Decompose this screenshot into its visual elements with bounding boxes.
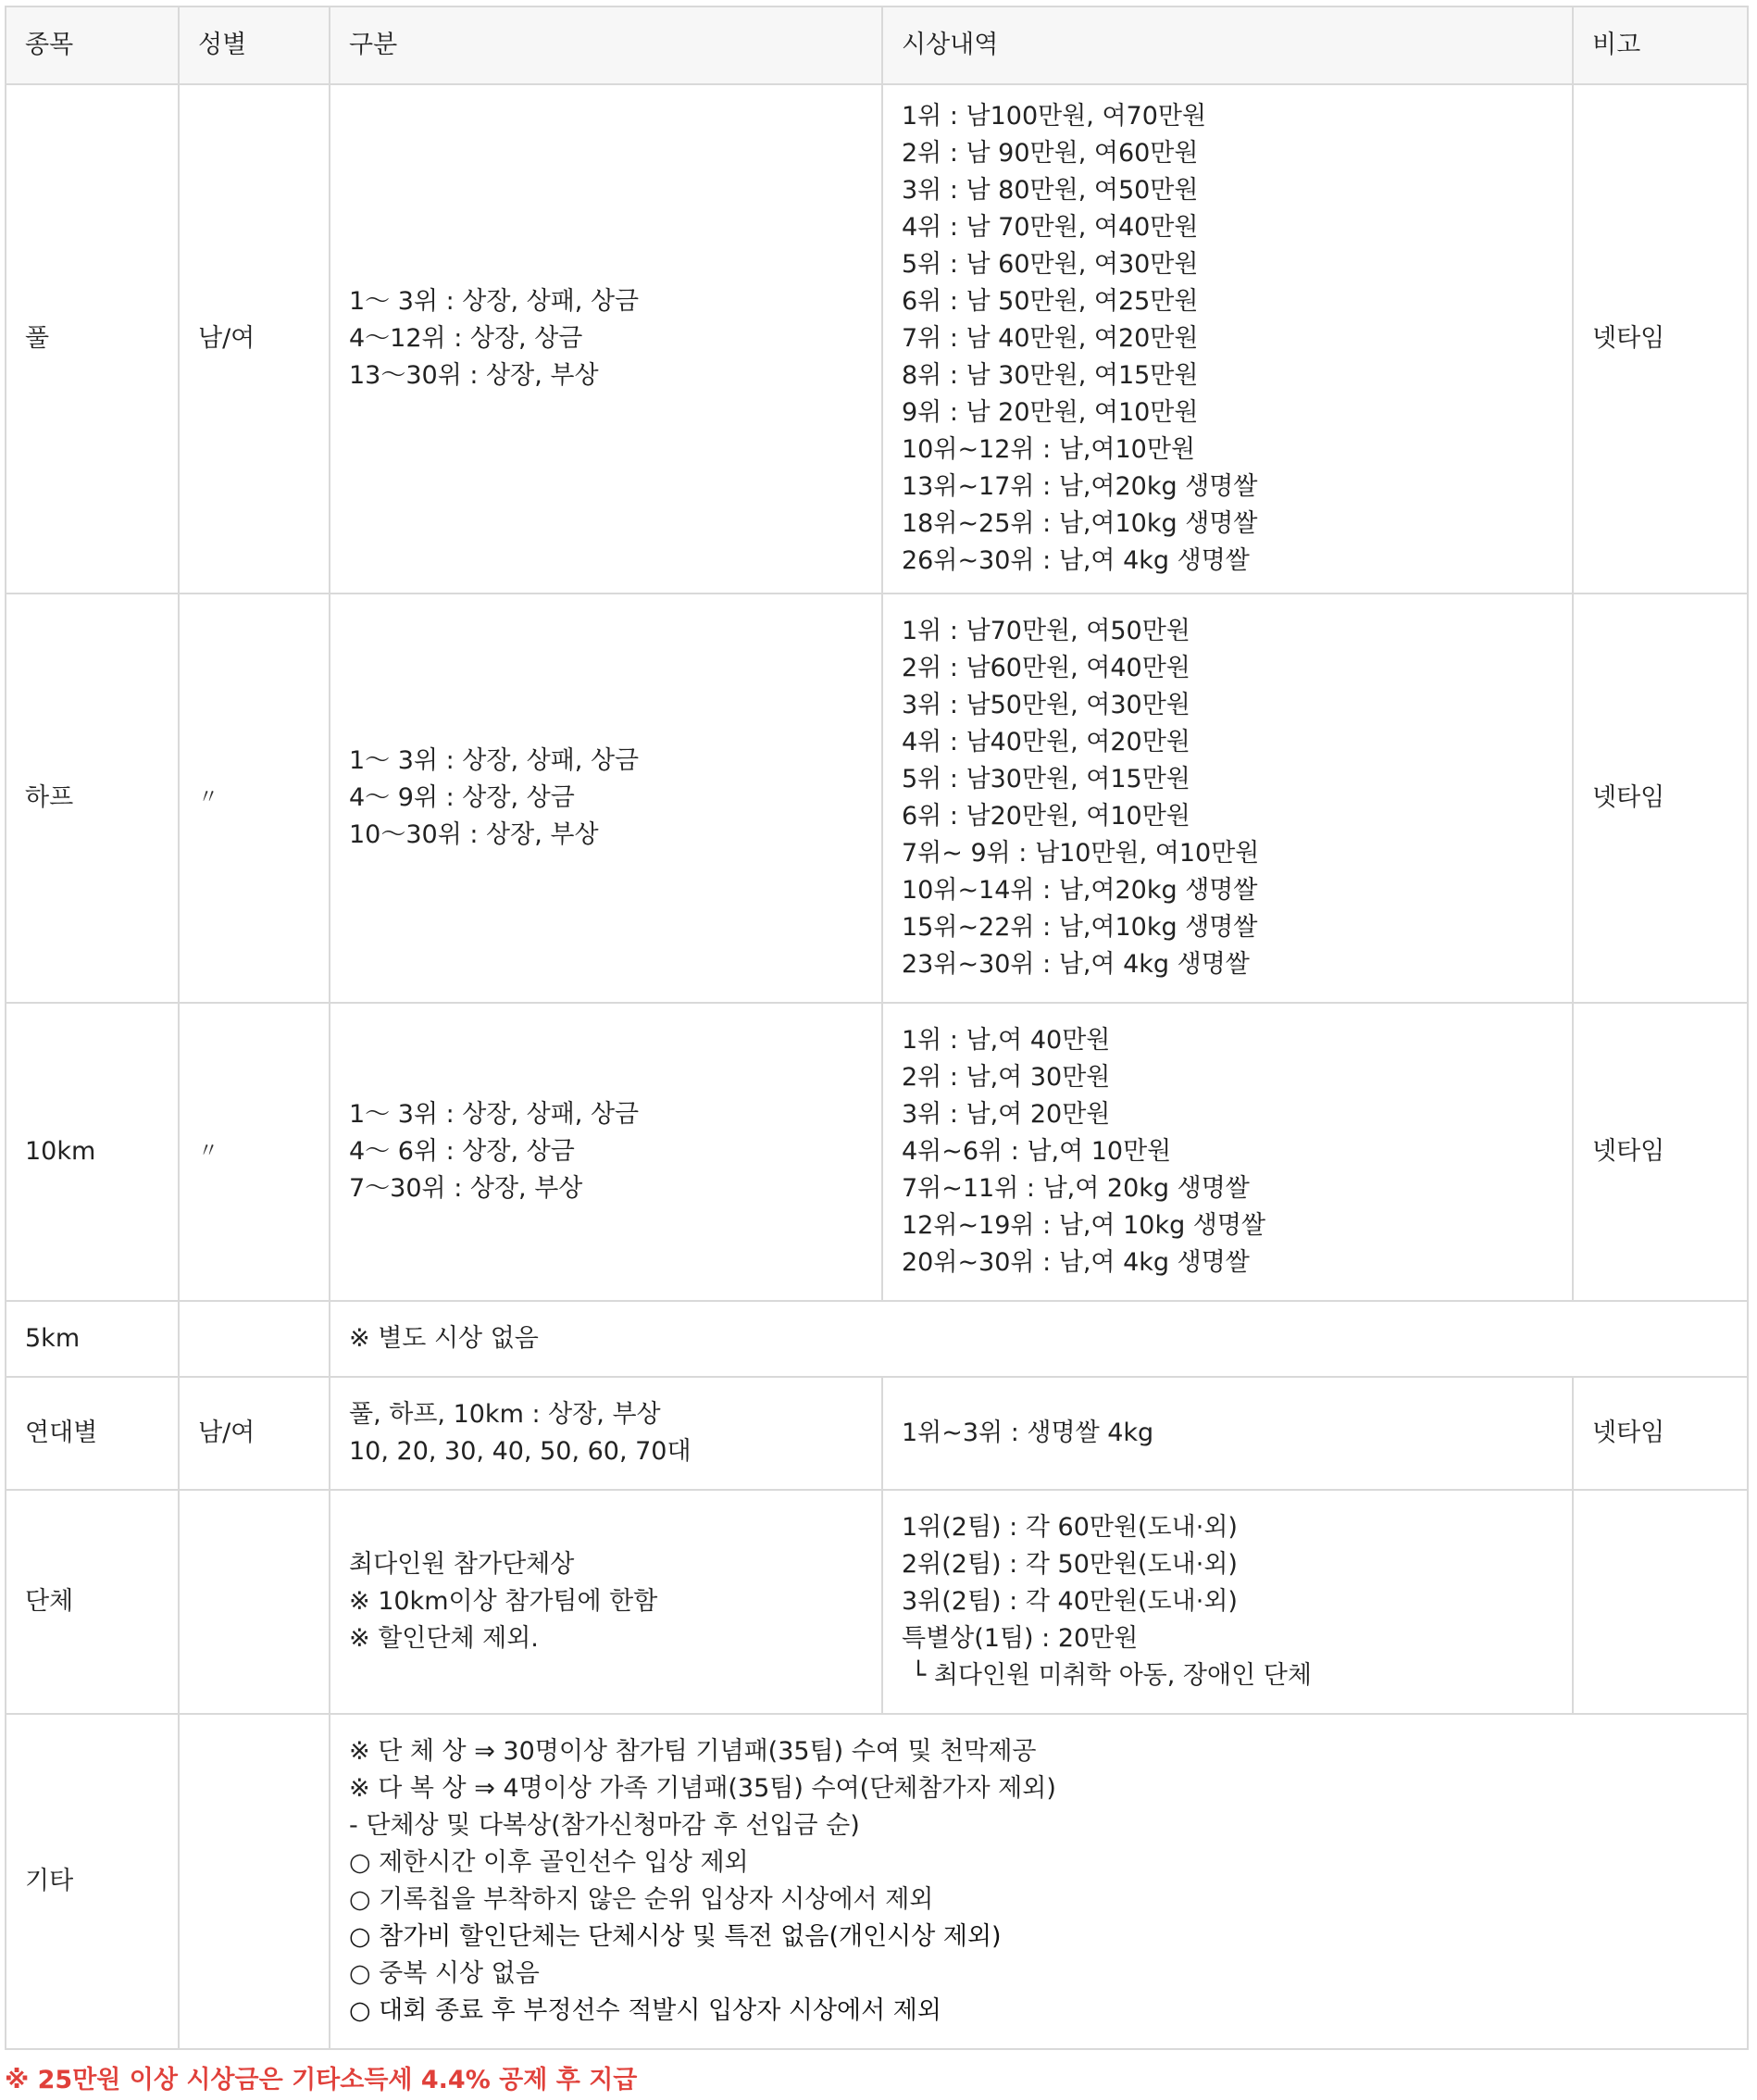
award-line: 9위 : 남 20만원, 여10만원 bbox=[902, 398, 1199, 427]
award-line: 10위~14위 : 남,여20kg 생명쌀 bbox=[902, 876, 1258, 905]
event-cell: 풀 bbox=[6, 84, 179, 594]
table-row bbox=[6, 1301, 1748, 1377]
awards-table-wrapper bbox=[5, 6, 1747, 2050]
award-line: 15위~22위 : 남,여10kg 생명쌀 bbox=[902, 913, 1258, 942]
award-line: 1위~3위 : 생명쌀 4kg bbox=[902, 1419, 1154, 1447]
award-line: 26위~30위 : 남,여 4kg 생명쌀 bbox=[902, 546, 1250, 575]
table-row bbox=[6, 84, 1748, 594]
gender-cell: 〃 bbox=[179, 594, 330, 1003]
award-line: 3위 : 남,여 20만원 bbox=[902, 1100, 1111, 1129]
awards-cell bbox=[882, 1490, 1573, 1714]
award-line: 2위 : 남 90만원, 여60만원 bbox=[902, 139, 1199, 168]
etc-line: ○ 제한시간 이후 골인선수 입상 제외 bbox=[349, 1848, 749, 1877]
event-cell: 하프 bbox=[6, 594, 179, 1003]
award-line: 7위~11위 : 남,여 20kg 생명쌀 bbox=[902, 1174, 1250, 1203]
gender-cell: 〃 bbox=[179, 1003, 330, 1301]
award-line: └ 최다인원 미취학 아동, 장애인 단체 bbox=[911, 1661, 1312, 1690]
category-line: ※ 10km이상 참가팀에 한함 bbox=[349, 1587, 658, 1616]
award-line: 6위 : 남20만원, 여10만원 bbox=[902, 802, 1190, 831]
etc-line: ○ 기록칩을 부착하지 않은 순위 입상자 시상에서 제외 bbox=[349, 1885, 934, 1914]
awards-table bbox=[5, 6, 1749, 2050]
table-row bbox=[6, 1490, 1748, 1714]
category-line: ※ 할인단체 제외. bbox=[349, 1624, 539, 1653]
awards-cell bbox=[882, 1377, 1573, 1490]
event-cell: 연대별 bbox=[6, 1377, 179, 1490]
no-award-cell: ※ 별도 시상 없음 bbox=[330, 1301, 1748, 1377]
category-line: 최다인원 참가단체상 bbox=[349, 1550, 575, 1579]
award-line: 3위 : 남 80만원, 여50만원 bbox=[902, 176, 1199, 205]
header-note: 비고 bbox=[1573, 6, 1748, 84]
note-cell: 넷타임 bbox=[1573, 84, 1748, 594]
award-line: 23위~30위 : 남,여 4kg 생명쌀 bbox=[902, 950, 1250, 979]
event-cell: 10km bbox=[6, 1003, 179, 1301]
tax-footnote: ※ 25만원 이상 시상금은 기타소득세 4.4% 공제 후 지급 bbox=[5, 2066, 638, 2094]
award-line: 18위~25위 : 남,여10kg 생명쌀 bbox=[902, 509, 1258, 538]
etc-notes-cell bbox=[330, 1714, 1748, 2049]
category-cell bbox=[330, 1003, 882, 1301]
awards-cell bbox=[882, 594, 1573, 1003]
award-line: 1위(2팀) : 각 60만원(도내·외) bbox=[902, 1513, 1238, 1542]
award-line: 1위 : 남100만원, 여70만원 bbox=[902, 102, 1207, 131]
header-awards: 시상내역 bbox=[882, 6, 1573, 84]
table-header-row bbox=[6, 6, 1748, 84]
category-line: 13～30위 : 상장, 부상 bbox=[349, 361, 599, 390]
category-line: 4～12위 : 상장, 상금 bbox=[349, 324, 583, 353]
etc-line: ○ 대회 종료 후 부정선수 적발시 입상자 시상에서 제외 bbox=[349, 1996, 941, 2025]
award-line: 2위 : 남,여 30만원 bbox=[902, 1063, 1111, 1092]
gender-cell bbox=[179, 1714, 330, 2049]
category-line: 1～ 3위 : 상장, 상패, 상금 bbox=[349, 287, 640, 316]
award-line: 20위~30위 : 남,여 4kg 생명쌀 bbox=[902, 1248, 1250, 1277]
award-line: 4위 : 남40만원, 여20만원 bbox=[902, 728, 1190, 756]
award-line: 13위~17위 : 남,여20kg 생명쌀 bbox=[902, 472, 1258, 501]
table-row bbox=[6, 1377, 1748, 1490]
category-line: 풀, 하프, 10km : 상장, 부상 bbox=[349, 1400, 661, 1429]
gender-cell: 남/여 bbox=[179, 1377, 330, 1490]
category-cell bbox=[330, 84, 882, 594]
award-line: 1위 : 남70만원, 여50만원 bbox=[902, 617, 1190, 645]
header-event: 종목 bbox=[6, 6, 179, 84]
award-line: 2위(2팀) : 각 50만원(도내·외) bbox=[902, 1550, 1238, 1579]
award-line: 4위~6위 : 남,여 10만원 bbox=[902, 1137, 1172, 1166]
award-line: 12위~19위 : 남,여 10kg 생명쌀 bbox=[902, 1211, 1266, 1240]
header-gender: 성별 bbox=[179, 6, 330, 84]
note-cell: 넷타임 bbox=[1573, 1003, 1748, 1301]
event-cell: 기타 bbox=[6, 1714, 179, 2049]
gender-cell: 남/여 bbox=[179, 84, 330, 594]
award-line: 2위 : 남60만원, 여40만원 bbox=[902, 654, 1190, 682]
etc-line: ※ 단 체 상 ⇒ 30명이상 참가팀 기념패(35팀) 수여 및 천막제공 bbox=[349, 1737, 1037, 1766]
gender-cell bbox=[179, 1301, 330, 1377]
table-row bbox=[6, 594, 1748, 1003]
category-cell bbox=[330, 594, 882, 1003]
category-line: 4～ 6위 : 상장, 상금 bbox=[349, 1137, 575, 1166]
category-line: 1～ 3위 : 상장, 상패, 상금 bbox=[349, 746, 640, 775]
award-line: 7위 : 남 40만원, 여20만원 bbox=[902, 324, 1199, 353]
event-cell: 단체 bbox=[6, 1490, 179, 1714]
table-row bbox=[6, 1714, 1748, 2049]
award-line: 5위 : 남30만원, 여15만원 bbox=[902, 765, 1190, 794]
award-line: 5위 : 남 60만원, 여30만원 bbox=[902, 250, 1199, 279]
etc-line: ※ 다 복 상 ⇒ 4명이상 가족 기념패(35팀) 수여(단체참가자 제외) bbox=[349, 1774, 1056, 1803]
gender-cell bbox=[179, 1490, 330, 1714]
award-line: 7위~ 9위 : 남10만원, 여10만원 bbox=[902, 839, 1260, 868]
header-category: 구분 bbox=[330, 6, 882, 84]
award-line: 3위(2팀) : 각 40만원(도내·외) bbox=[902, 1587, 1238, 1616]
award-line: 1위 : 남,여 40만원 bbox=[902, 1026, 1111, 1055]
event-cell: 5km bbox=[6, 1301, 179, 1377]
category-line: 10～30위 : 상장, 부상 bbox=[349, 820, 599, 849]
category-line: 7～30위 : 상장, 부상 bbox=[349, 1174, 583, 1203]
etc-line: ○ 중복 시상 없음 bbox=[349, 1959, 540, 1988]
award-line: 6위 : 남 50만원, 여25만원 bbox=[902, 287, 1199, 316]
award-line: 특별상(1팀) : 20만원 bbox=[902, 1624, 1139, 1653]
award-line: 3위 : 남50만원, 여30만원 bbox=[902, 691, 1190, 719]
award-line: 4위 : 남 70만원, 여40만원 bbox=[902, 213, 1199, 242]
awards-cell bbox=[882, 84, 1573, 594]
etc-line: - 단체상 및 다복상(참가신청마감 후 선입금 순) bbox=[349, 1811, 860, 1840]
category-line: 1～ 3위 : 상장, 상패, 상금 bbox=[349, 1100, 640, 1129]
table-row bbox=[6, 1003, 1748, 1301]
category-line: 10, 20, 30, 40, 50, 60, 70대 bbox=[349, 1437, 692, 1466]
category-cell bbox=[330, 1377, 882, 1490]
awards-cell bbox=[882, 1003, 1573, 1301]
etc-line: ○ 참가비 할인단체는 단체시상 및 특전 없음(개인시상 제외) bbox=[349, 1922, 1002, 1951]
award-line: 10위~12위 : 남,여10만원 bbox=[902, 435, 1196, 464]
note-cell: 넷타임 bbox=[1573, 594, 1748, 1003]
note-cell bbox=[1573, 1490, 1748, 1714]
note-cell: 넷타임 bbox=[1573, 1377, 1748, 1490]
category-cell bbox=[330, 1490, 882, 1714]
award-line: 8위 : 남 30만원, 여15만원 bbox=[902, 361, 1199, 390]
category-line: 4～ 9위 : 상장, 상금 bbox=[349, 783, 575, 812]
